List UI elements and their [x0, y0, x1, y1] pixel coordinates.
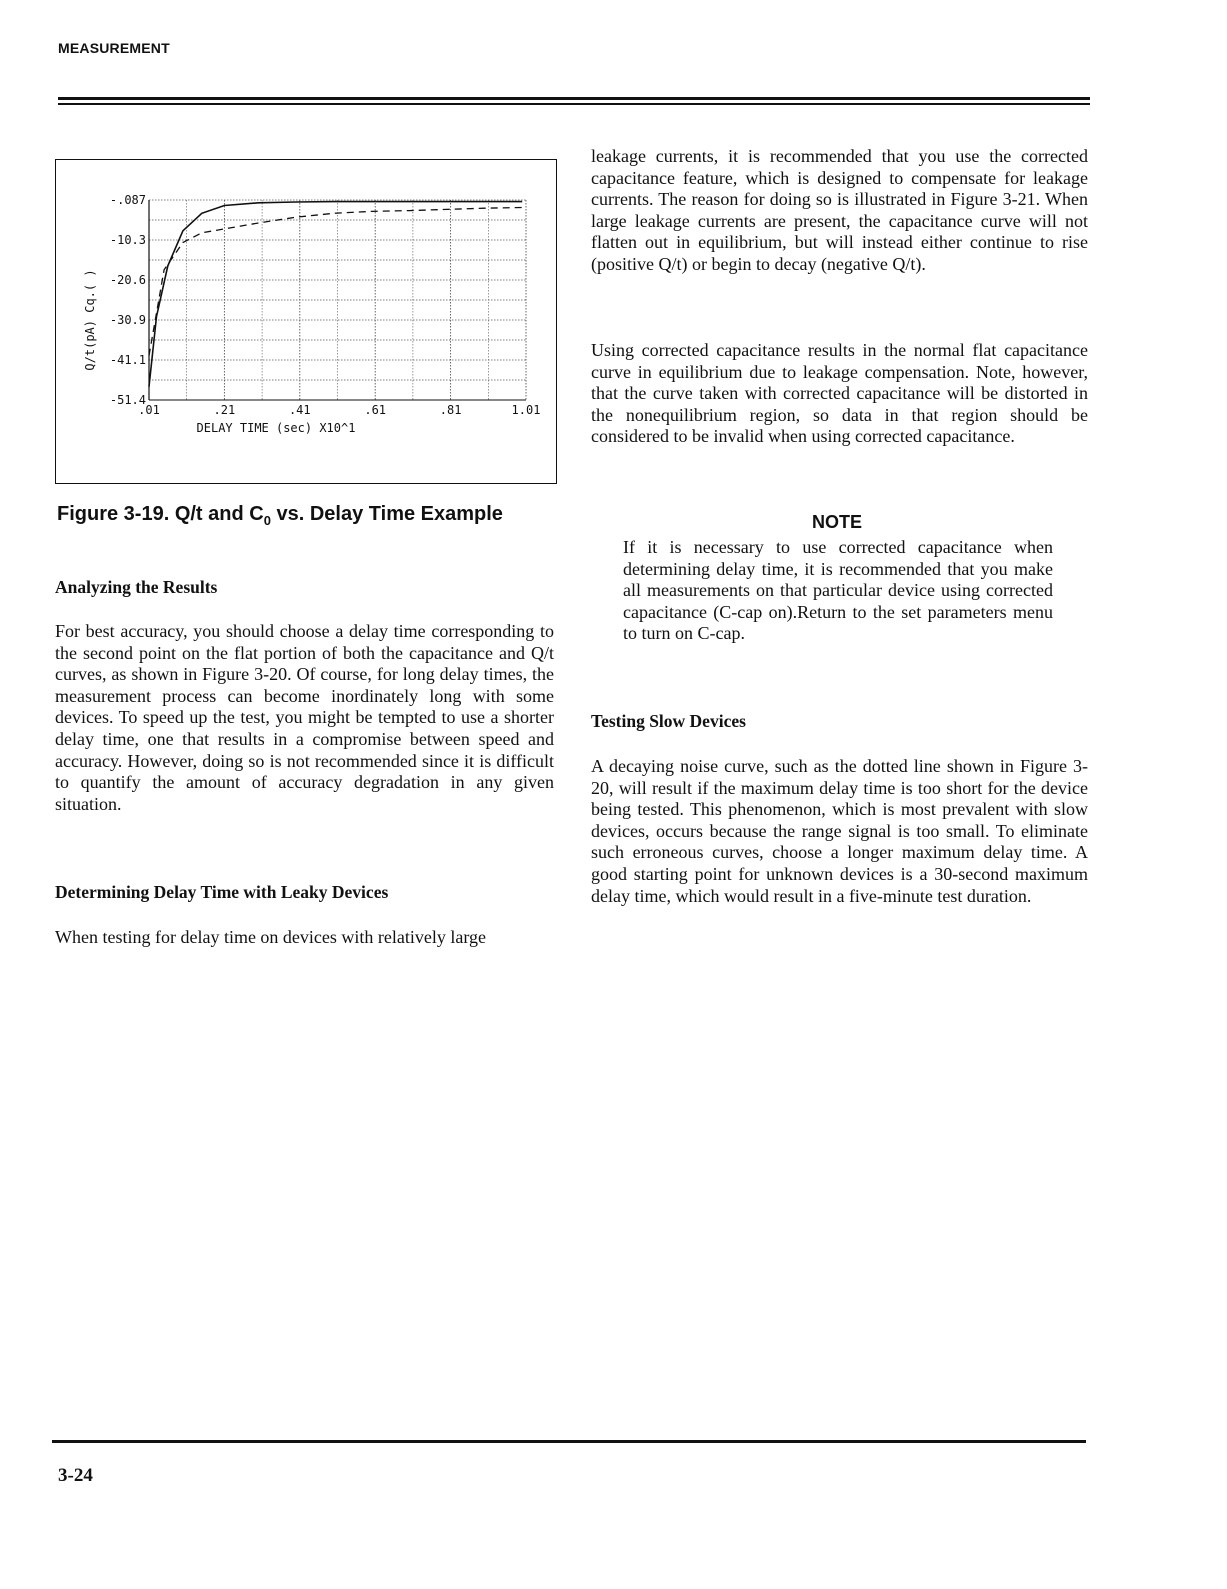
- heading-leaky-devices: Determining Delay Time with Leaky Devices: [55, 882, 389, 902]
- paragraph-analyzing-results: For best accuracy, you should choose a delay time corresponding to the second point on the flat portion of both the capacitance and Q/t curves, as shown in Figure 3-20. Of course, for long delay times, the measurement process can become inordinately long with some devices. To speed up the test, you might be tempted to use a shorter delay time, one that results in a compromise between speed and accuracy. However, doing so is not recommended since it is difficult to quantify the amount of accuracy degradation in any given situation.: [55, 621, 554, 814]
- y-tick-label: -20.6: [109, 273, 146, 287]
- note-title: NOTE: [812, 512, 863, 532]
- x-tick-label: .01: [138, 403, 160, 417]
- x-tick-labels: [138, 403, 540, 417]
- note-text: If it is necessary to use corrected capacitance when determining delay time, it is recommended that you make all measurements on that particular device using corrected capacitance (C-cap on).Return to the set parameters menu to turn on C-cap.: [623, 537, 1053, 644]
- chart-grid: [149, 200, 526, 400]
- figure-caption-rest: vs. Delay Time Example: [270, 503, 503, 525]
- x-tick-label: .81: [439, 403, 462, 417]
- y-axis-label: Q/t(pA) Cq.( ): [83, 269, 97, 371]
- heading-analyzing-results: Analyzing the Results: [55, 577, 218, 597]
- x-tick-label: .41: [288, 403, 311, 417]
- series-line-solid: [149, 202, 522, 387]
- header-rule-thick: [58, 97, 1090, 100]
- figure-caption-subscript: 0: [263, 513, 271, 528]
- x-tick-label: .21: [213, 403, 236, 417]
- series-line-dashed: [149, 208, 522, 356]
- section-header: MEASUREMENT: [58, 40, 170, 56]
- delay-time-chart: [56, 160, 556, 483]
- x-tick-label: .61: [364, 403, 387, 417]
- paragraph-slow-devices: A decaying noise curve, such as the dotted line shown in Figure 3-20, will result if the maximum delay time is too short for the device being tested. This phenomenon, which is most prevalent with slow devices, occurs because the range signal is too small. To eliminate such erroneous curves, choose a longer maximum delay time. A good starting point for unknown devices is a 30-second maximum delay time, which would result in a five-minute test duration.: [591, 756, 1088, 906]
- paragraph-leakage-currents: leakage currents, it is recommended that you use the corrected capacitance feature, which is designed to compensate for leakage currents. The reason for doing so is illustrated in Figure 3-21. When large leakage currents are present, the capacitance curve will not flatten out in equilibrium, but will instead either continue to rise (positive Q/t) or begin to decay (negative Q/t).: [591, 146, 1088, 274]
- y-tick-labels: [110, 193, 146, 407]
- y-tick-label: -51.4: [109, 393, 146, 407]
- figure-frame: [55, 159, 557, 484]
- figure-caption: [57, 503, 577, 528]
- chart-series-group: [149, 202, 522, 387]
- footer-rule: [52, 1440, 1086, 1443]
- x-axis-label: DELAY TIME (sec) X10^1: [196, 421, 356, 435]
- y-tick-label: -41.1: [109, 353, 146, 367]
- page-number: 3-24: [58, 1465, 93, 1486]
- y-tick-label: -30.9: [109, 313, 146, 327]
- x-tick-label: 1.01: [511, 403, 541, 417]
- figure-caption-main: Figure 3-19. Q/t and C: [57, 503, 264, 525]
- heading-slow-devices: Testing Slow Devices: [591, 711, 746, 731]
- paragraph-corrected-capacitance: Using corrected capacitance results in the normal flat capacitance curve in equilibrium due to leakage compensation. Note, however, that the curve taken with corrected capacitance will be distorted in the nonequilibrium region, so data in that region should be considered to be invalid when using corrected capacitance.: [591, 340, 1088, 447]
- y-tick-label: -.087: [109, 193, 146, 207]
- header-rule-thin: [58, 103, 1090, 105]
- paragraph-leaky-devices: When testing for delay time on devices with relatively large: [55, 927, 487, 947]
- y-tick-label: -10.3: [109, 233, 146, 247]
